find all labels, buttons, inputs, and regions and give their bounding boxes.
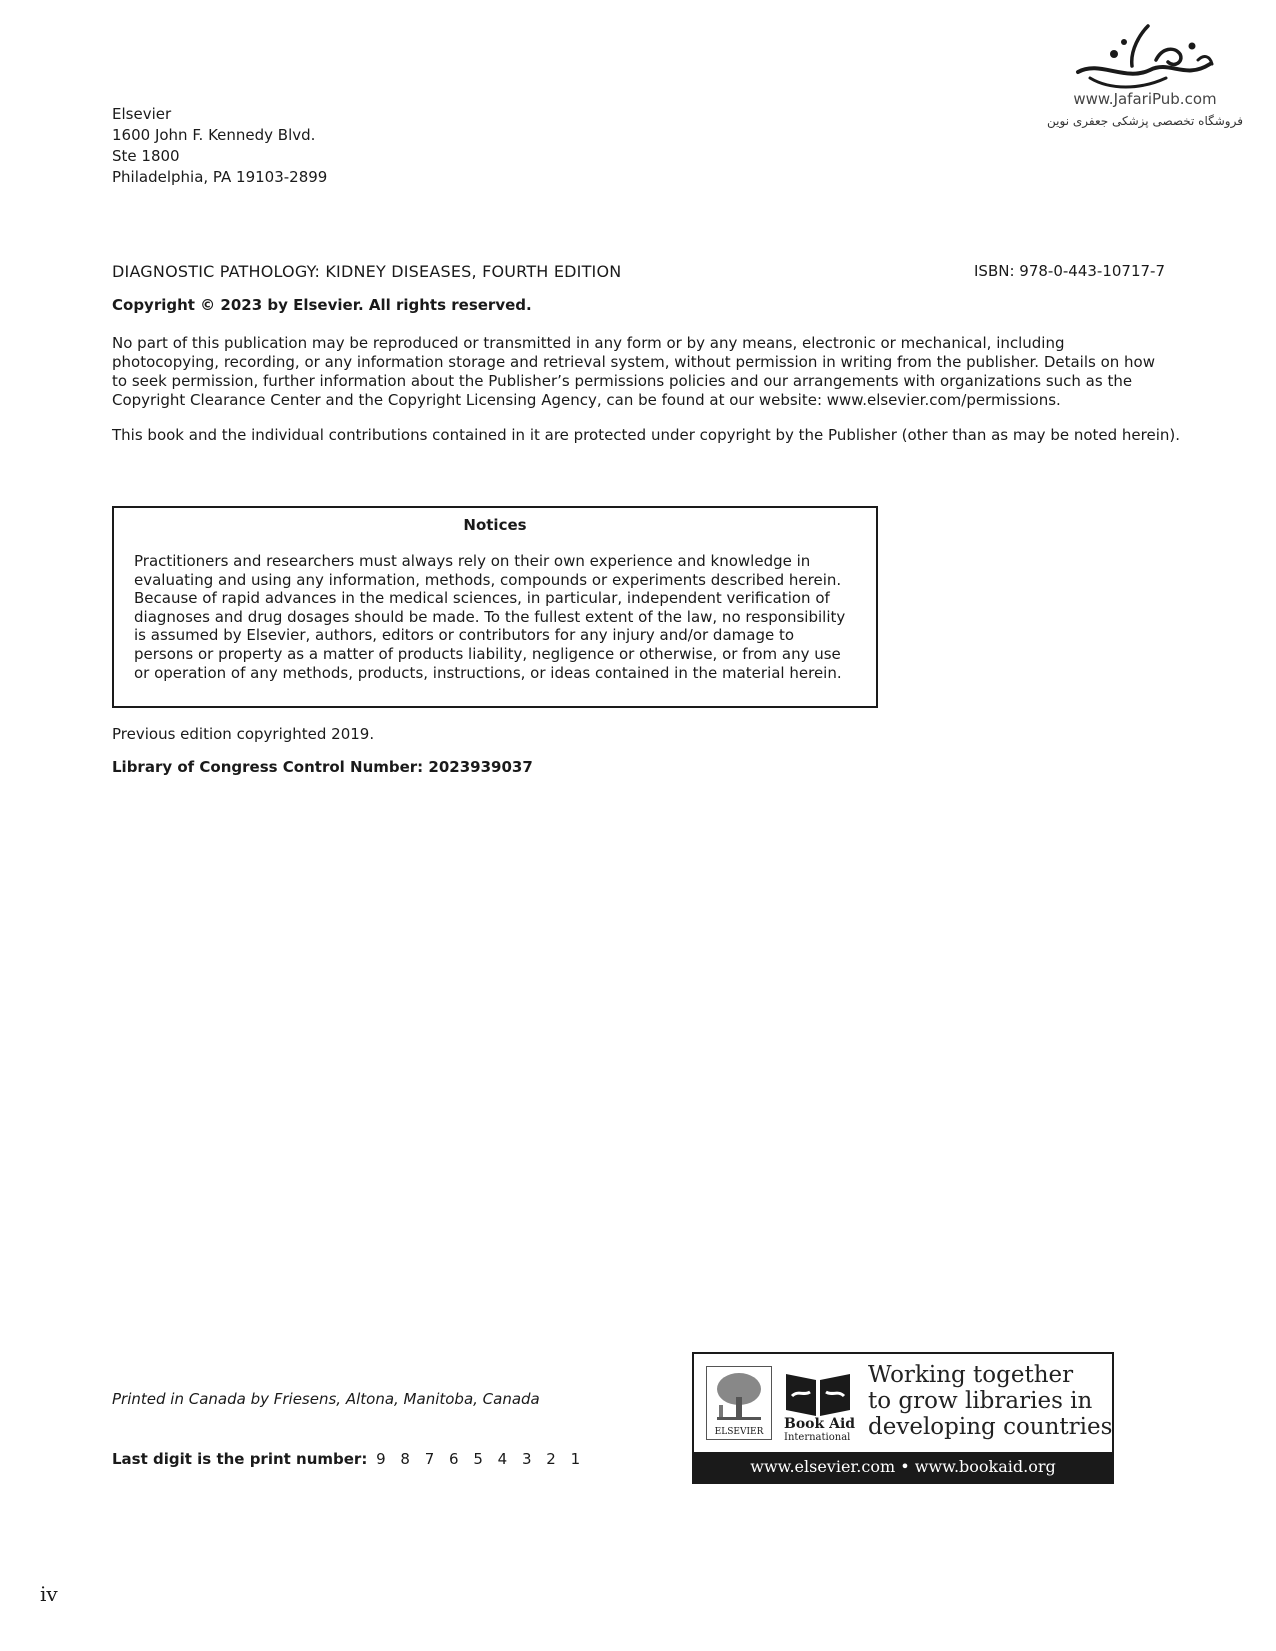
elsevier-label: ELSEVIER (714, 1427, 764, 1437)
tagline-line: developing countries (868, 1414, 1113, 1440)
tree-icon (707, 1367, 771, 1425)
book-aid-tagline (868, 1362, 1112, 1440)
book-aid-name: Book Aid (784, 1416, 856, 1432)
publisher-address (112, 104, 327, 188)
address-line: Elsevier (112, 105, 172, 123)
copyright-line: Copyright © 2023 by Elsevier. All rights reserved. (112, 296, 532, 314)
print-number (112, 1450, 585, 1468)
print-number-digits: 9 8 7 6 5 4 3 2 1 (376, 1450, 586, 1468)
book-aid-banner (692, 1352, 1114, 1484)
isbn: ISBN: 978-0-443-10717-7 (974, 262, 1165, 280)
lccn: Library of Congress Control Number: 2023939037 (112, 758, 533, 776)
watermark-logo (1040, 20, 1250, 128)
print-number-label: Last digit is the print number: (112, 1450, 368, 1468)
notices-title: Notices (463, 516, 527, 534)
elsevier-tree-logo (706, 1366, 772, 1440)
notices-box (112, 506, 878, 708)
page-number: iv (40, 1582, 58, 1606)
tagline-line: Working together (868, 1362, 1074, 1388)
address-line: Ste 1800 (112, 147, 180, 165)
protection-paragraph: This book and the individual contributions contained in it are protected under copyright by the Publisher (other than as may be noted herein). (112, 426, 1181, 444)
watermark-url: www.JafariPub.com (1073, 90, 1217, 108)
watermark-subtitle: فروشگاه تخصصی پزشکی جعفری نوین (1047, 114, 1243, 128)
open-book-hands-icon (782, 1366, 854, 1422)
book-aid-sub: International (784, 1432, 851, 1443)
calligraphy-logo-icon (1070, 20, 1220, 92)
address-line: 1600 John F. Kennedy Blvd. (112, 126, 316, 144)
book-aid-footer: www.elsevier.com • www.bookaid.org (694, 1452, 1112, 1482)
previous-edition: Previous edition copyrighted 2019. (112, 725, 375, 743)
rights-paragraph: No part of this publication may be reproduced or transmitted in any form or by any means, electronic or mechanical, including photocopying, recording, or any information storage and retrieval system, without permission in writing from the publisher. Details on how to seek permission, further information about the Publisher’s permissions policies and our arrangements with organizations such as the Copyright Clearance Center and the Copyright Licensing Agency, can be found at our website: www.elsevier.com/permissions. (112, 334, 1156, 409)
printed-in: Printed in Canada by Friesens, Altona, Manitoba, Canada (112, 1390, 540, 1408)
book-title: DIAGNOSTIC PATHOLOGY: KIDNEY DISEASES, FOURTH EDITION (112, 262, 622, 281)
address-line: Philadelphia, PA 19103-2899 (112, 168, 328, 186)
tagline-line: to grow libraries in (868, 1388, 1093, 1414)
notices-body: Practitioners and researchers must always rely on their own experience and knowledge in evaluating and using any information, methods, compounds or experiments described herein. Because of rapid advances in the medical sciences, in particular, independent verification of diagnoses and drug dosages should be made. To the fullest extent of the law, no responsibility is assumed by Elsevier, authors, editors or contributors for any injury and/or damage to persons or property as a matter of products liability, negligence or otherwise, or from any use or operation of any methods, products, instructions, or ideas contained in the material herein. (134, 552, 846, 682)
